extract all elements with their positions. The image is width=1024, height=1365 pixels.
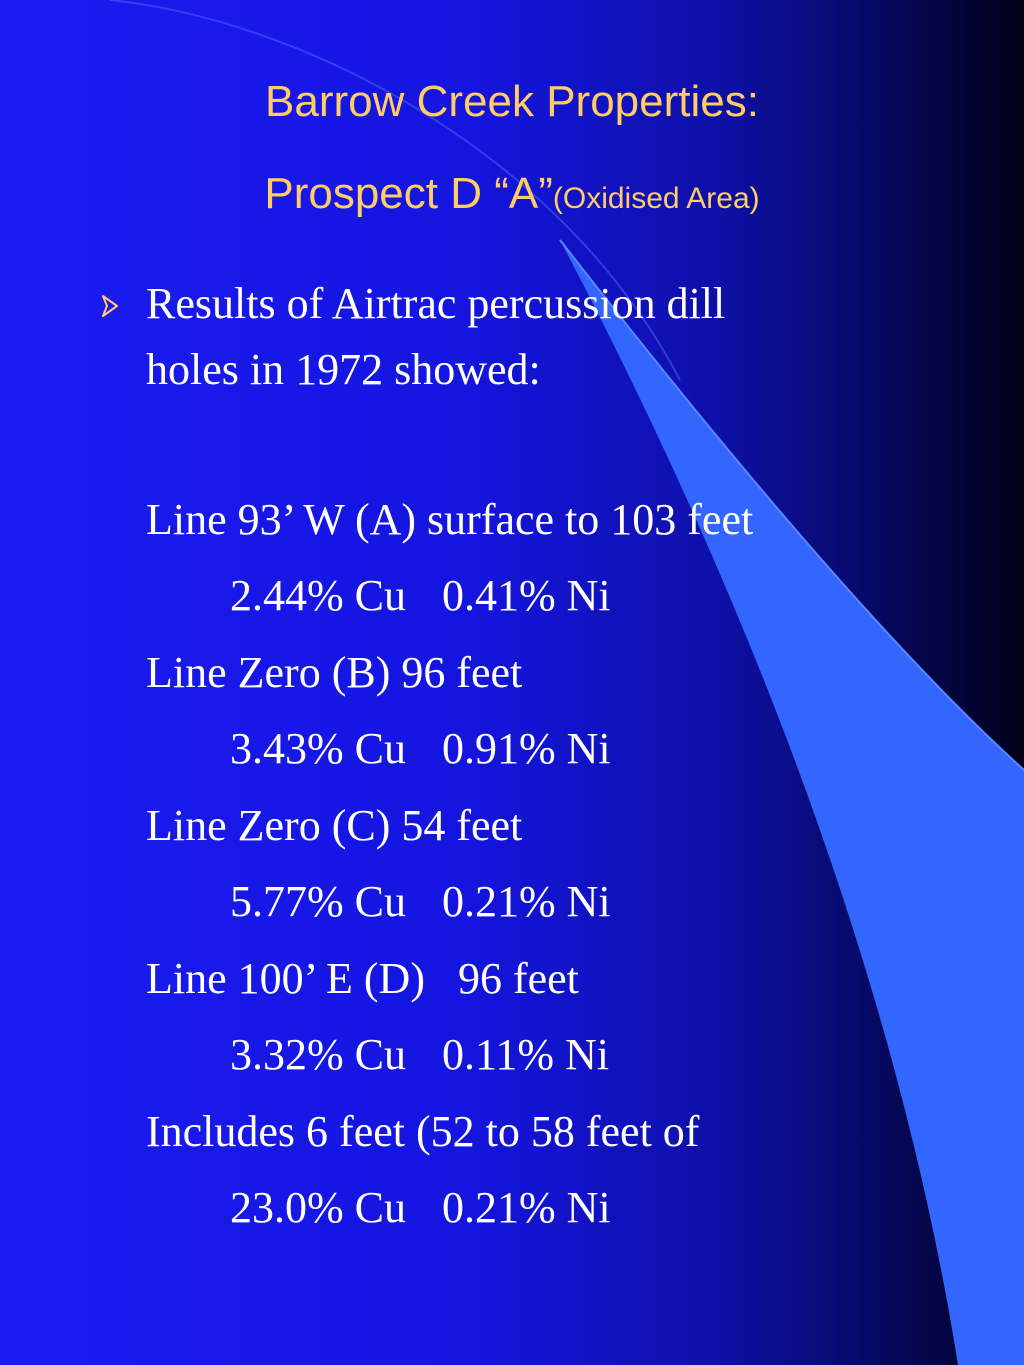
slide-title-line-2 bbox=[0, 166, 1024, 227]
bullet-text-line-1: Results of Airtrac percussion dill bbox=[146, 279, 726, 328]
result-assay-includes bbox=[230, 1182, 611, 1234]
cu-value: 5.77% Cu bbox=[230, 877, 406, 926]
title-prospect: Prospect D “A” bbox=[264, 169, 553, 218]
cu-value: 3.43% Cu bbox=[230, 724, 406, 773]
result-line-a: Line 93’ W (A) surface to 103 feet bbox=[146, 495, 754, 544]
result-line-d: Line 100’ E (D) 96 feet bbox=[146, 954, 579, 1003]
slide-title-line-1: Barrow Creek Properties: bbox=[265, 77, 759, 126]
cu-value: 23.0% Cu bbox=[230, 1183, 406, 1232]
result-line-c: Line Zero (C) 54 feet bbox=[146, 801, 523, 850]
result-assay-b bbox=[230, 723, 611, 775]
ni-value: 0.11% Ni bbox=[442, 1030, 610, 1079]
ni-value: 0.41% Ni bbox=[442, 571, 611, 620]
result-line-b: Line Zero (B) 96 feet bbox=[146, 648, 523, 697]
arrow-bullet-icon bbox=[100, 292, 120, 320]
ni-value: 0.21% Ni bbox=[442, 877, 611, 926]
result-assay-d bbox=[230, 1029, 609, 1081]
cu-value: 3.32% Cu bbox=[230, 1030, 406, 1079]
title-subtitle: (Oxidised Area) bbox=[552, 182, 760, 215]
result-assay-a bbox=[230, 570, 611, 622]
ni-value: 0.91% Ni bbox=[442, 724, 611, 773]
ni-value: 0.21% Ni bbox=[442, 1183, 611, 1232]
cu-value: 2.44% Cu bbox=[230, 571, 406, 620]
result-assay-c bbox=[230, 876, 611, 928]
result-line-includes: Includes 6 feet (52 to 58 feet of bbox=[146, 1107, 700, 1156]
bullet-text-line-2: holes in 1972 showed: bbox=[146, 345, 541, 394]
